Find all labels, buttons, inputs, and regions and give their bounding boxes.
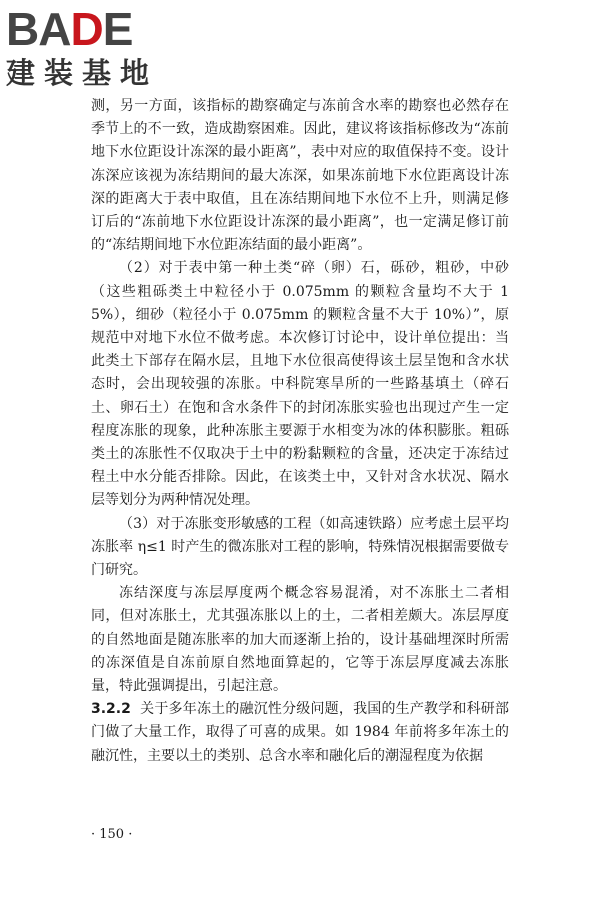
bade-logo [6,4,176,90]
body-text [91,95,509,768]
paragraph-frost-depth: 冻结深度与冻层厚度两个概念容易混淆，对不冻胀土二者相同，但对冻胀土，尤其强冻胀以上的土，二者相差颇大。冻层厚度的自然地面是随冻胀率的加大而逐渐上抬的，设计基础埋深时所需的冻深值是自冻前原自然地面算起的，它等于冻层厚度减去冻胀量，特此强调提出，引起注意。 [91,585,509,695]
logo-word-part1: BA [6,3,71,55]
paragraph-continuation: 测，另一方面，该指标的勘察确定与冻前含水率的勘察也必然存在季节上的不一致，造成勘察困难。因此，建议将该指标修改为“冻前地下水位距设计冻深的最小距离”，表中对应的取值保持不变。设计冻深应该视为冻结期间的最大冻深，如果冻前地下水位距离设计冻深的距离大于表中取值，且在冻结期间地下水位不上升，则满足修订后的“冻前地下水位距设计冻深的最小距离”，也一定满足修订前的“冻结期间地下水位距冻结面的最小距离”。 [91,98,509,254]
paragraph-item-2: （2）对于表中第一种土类“碎（卵）石，砾砂，粗砂，中砂（这些粗砾类土中粒径小于 0.075mm 的颗粒含量均不大于 15%），细砂（粒径小于 0.075mm 的颗粒含量不大于 10%）”，原规范中对地下水位不做考虑。本次修订讨论中，设计单位提出：当此类土下部存在隔水层，且地下水位很高使得该土层呈饱和含水状态时，会出现较强的冻胀。中科院寒旱所的一些路基填土（碎石土、卵石土）在饱和含水条件下的封闭冻胀实验也出现过产生一定程度冻胀的现象，此种冻胀主要源于水相变为冰的体积膨胀。粗砾类土的冻胀性不仅取决于土中的粉黏颗粒的含量，还决定于冻结过程土中水分能否排除。因此，在该类土中，又针对含水状况、隔水层等划分为两种情况处理。 [91,260,509,509]
page-number: · 150 · [91,827,133,842]
section-text: 关于多年冻土的融沉性分级问题，我国的生产教学和科研部门做了大量工作，取得了可喜的成果。如 1984 年前将多年冻土的融沉性，主要以土的类别、总含水率和融化后的潮湿程度为依据 [91,701,510,764]
section-3-2-2 [91,698,509,768]
logo-word-accent: D [70,3,103,55]
paragraph-item-3: （3）对于冻胀变形敏感的工程（如高速铁路）应考虑土层平均冻胀率 η≤1 时产生的微冻胀对工程的影响，特殊情况根据需要做专门研究。 [91,515,509,579]
logo-word-part2: E [102,3,133,55]
logo-subtitle: 建装基地 [6,56,159,90]
section-number: 3.2.2 [91,701,131,718]
logo-wordmark [6,4,176,54]
